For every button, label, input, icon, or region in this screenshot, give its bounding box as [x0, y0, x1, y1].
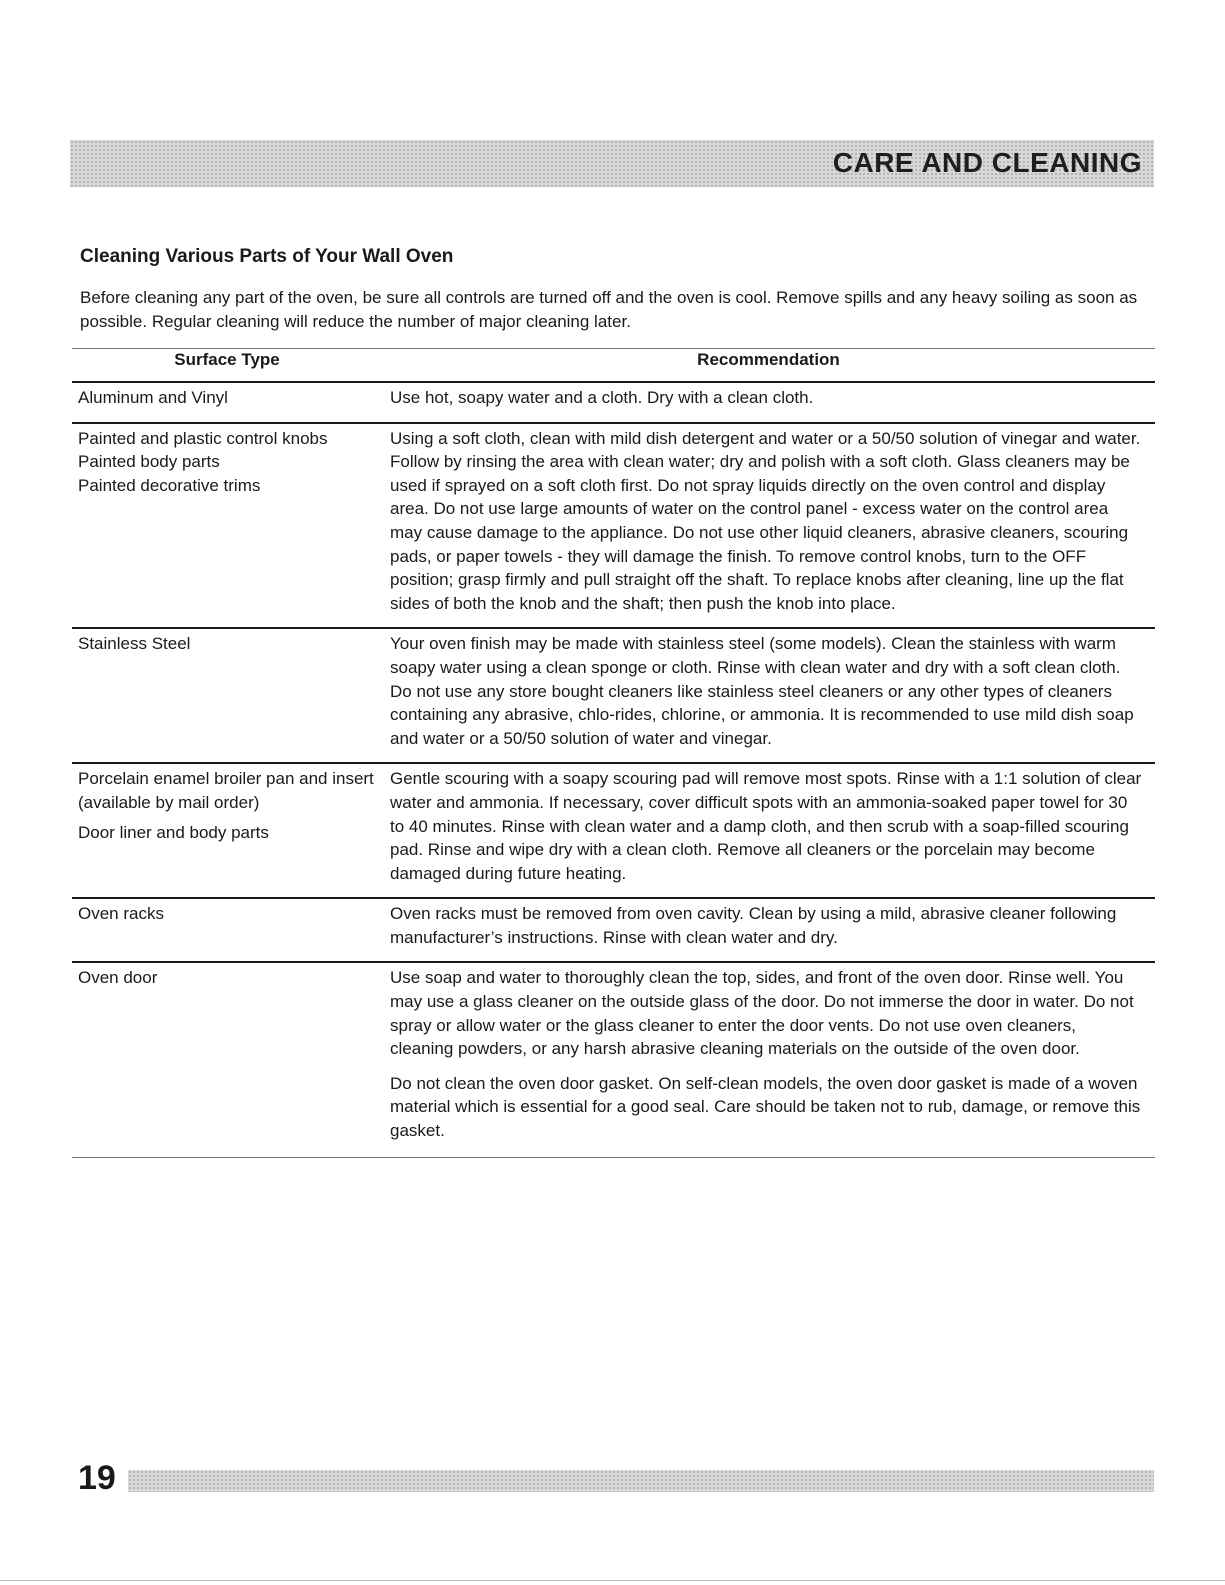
recommendation-text: Gentle scouring with a soapy scouring pad will remove most spots. Rinse with a 1:1 solution of clear water and ammonia. If necessary, cover difficult spots with an ammonia-soaked paper towel for 30 to 40 minutes. Rinse with clean water and a damp cloth, and then scrub with a soap-filled scouring pad. Rinse and wipe dry with a clean cloth. Remove all cleaners or the porcelain may become damaged during future heating.: [390, 769, 1142, 883]
column-header-recommendation: Recommendation: [382, 349, 1155, 383]
section-title: Cleaning Various Parts of Your Wall Oven: [80, 246, 454, 267]
recommendation-text: Oven racks must be removed from oven cavity. Clean by using a mild, abrasive cleaner following manufacturer’s instructions. Rinse with clean water and dry.: [390, 904, 1117, 947]
table-header-row: [72, 349, 1155, 383]
intro-paragraph: Before cleaning any part of the oven, be sure all controls are turned off and the oven is cool. Remove spills and any heavy soiling as soon as possible. Regular cleaning will reduce the number of major cleaning later.: [80, 288, 1138, 331]
surface-type-text: Aluminum and Vinyl: [78, 388, 228, 407]
surface-type-cell: [72, 962, 382, 1157]
recommendation-text: Use soap and water to thoroughly clean the top, sides, and front of the oven door. Rinse well. You may use a glass cleaner on the outside glass of the door. Do not immerse the door in water. Do not spray or allow water or the glass cleaner to enter the door vents. Do not use oven cleaners, cleaning powders, or any harsh abrasive cleaning materials on the outside of the oven door.: [390, 968, 1134, 1059]
recommendation-text: Use hot, soapy water and a cloth. Dry with a clean cloth.: [390, 388, 814, 407]
surface-type-text: Painted decorative trims: [78, 475, 261, 495]
surface-type-text: Painted body parts: [78, 452, 220, 472]
table-row: [72, 763, 1155, 898]
recommendation-text: Using a soft cloth, clean with mild dish detergent and water or a 50/50 solution of vinegar and water. Follow by rinsing the area with clean water; dry and polish with a soft cloth. Glass cleaners may be used if sprayed on a soft cloth first. Do not spray liquids directly on the oven control and display area. Do not use large amounts of water on the control panel - excess water on the control area may cause damage to the appliance. Do not use other liquid cleaners, abrasive cleaners, scouring pads, or paper towels - they will damage the finish. To remove control knobs, turn to the OFF position; grasp firmly and pull straight off the shaft. To replace knobs after cleaning, line up the flat sides of both the knob and the shaft; then push the knob into place.: [390, 428, 1141, 613]
surface-type-text: Painted and plastic control knobs: [78, 428, 328, 448]
page-header-title: CARE AND CLEANING: [832, 147, 1142, 178]
recommendation-text: Do not clean the oven door gasket. On self-clean models, the oven door gasket is made of a woven material which is essential for a good seal. Care should be taken not to rub, damage, or remove this gasket.: [390, 1073, 1141, 1141]
page-edge-divider: [0, 1580, 1225, 1581]
table-row: [72, 423, 1155, 629]
cleaning-table-container: [72, 348, 1155, 1158]
recommendation-cell: [382, 763, 1155, 898]
surface-type-text: Porcelain enamel broiler pan and insert (available by mail order): [78, 769, 374, 812]
surface-type-text: Oven racks: [78, 904, 164, 924]
table-row: [72, 962, 1155, 1157]
surface-type-text: Stainless Steel: [78, 634, 191, 654]
table-row: [72, 382, 1155, 423]
table-row: [72, 898, 1155, 962]
header-banner: [70, 140, 1154, 187]
recommendation-cell: [382, 423, 1155, 629]
surface-type-cell: [72, 423, 382, 629]
column-header-surface-type: Surface Type: [72, 349, 382, 383]
recommendation-cell: [382, 962, 1155, 1157]
surface-type-text: Door liner and body parts: [78, 822, 269, 842]
surface-type-cell: [72, 382, 382, 423]
table-row: [72, 628, 1155, 763]
recommendation-cell: [382, 382, 1155, 423]
surface-type-text: Oven door: [78, 968, 158, 988]
footer-banner: [128, 1470, 1154, 1492]
page-number: 19: [78, 1459, 116, 1497]
recommendation-cell: [382, 898, 1155, 962]
surface-type-cell: [72, 628, 382, 763]
cleaning-table: [72, 348, 1155, 1158]
recommendation-text: Your oven finish may be made with stainless steel (some models). Clean the stainless with warm soapy water using a clean sponge or cloth. Rinse with clean water and dry with a soft clean cloth. Do not use any store bought cleaners like stainless steel cleaners or any other types of cleaners containing any abrasive, chlo-rides, chlorine, or ammonia. It is recommended to use mild dish soap and water or a 50/50 solution of water and vinegar.: [390, 634, 1134, 748]
recommendation-cell: [382, 628, 1155, 763]
surface-type-cell: [72, 898, 382, 962]
surface-type-cell: [72, 763, 382, 898]
